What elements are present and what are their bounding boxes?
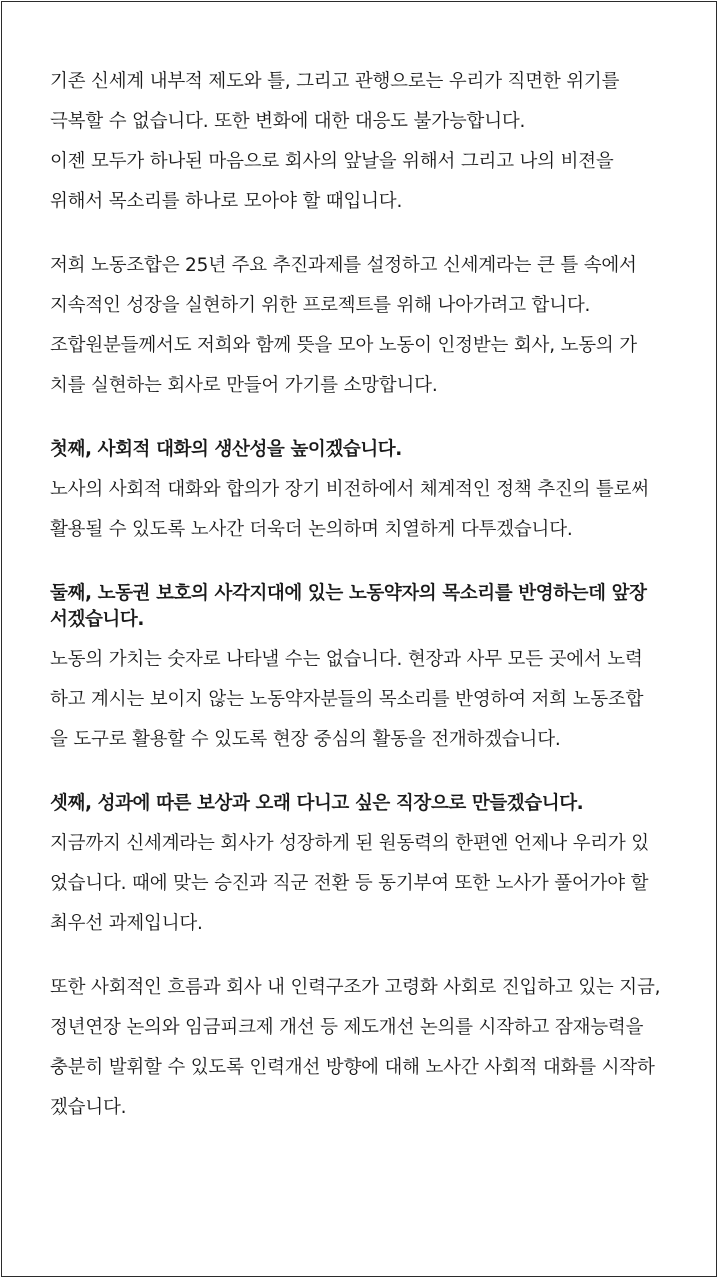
heading-line: 둘째, 노동권 보호의 사각지대에 있는 노동약자의 목소리를 반영하는데 앞장: [50, 583, 647, 604]
intro-paragraph: [50, 62, 700, 222]
section-heading: 첫째, 사회적 대화의 생산성을 높이겠습니다.: [50, 439, 402, 460]
closing-paragraph: [50, 968, 700, 1128]
text-line: 또한 사회적인 흐름과 회사 내 인력구조가 고령화 사회로 진입하고 있는 지금,: [50, 977, 661, 998]
text-line: 지속적인 성장을 실현하기 위한 프로젝트를 위해 나아가려고 합니다.: [50, 295, 591, 316]
text-line: 기존 신세계 내부적 제도와 틀, 그리고 관행으로는 우리가 직면한 위기를: [50, 71, 620, 92]
heading-line: 서겠습니다.: [50, 609, 144, 630]
text-line: 을 도구로 활용할 수 있도록 현장 중심의 활동을 전개하겠습니다.: [50, 729, 561, 750]
text-line: 최우선 과제입니다.: [50, 913, 203, 934]
section-third: [50, 784, 700, 944]
document-body: [50, 62, 700, 1128]
section-second: [50, 581, 700, 760]
section-heading: 셋째, 성과에 따른 보상과 오래 다니고 싶은 직장으로 만들겠습니다.: [50, 793, 584, 814]
text-line: 치를 실현하는 회사로 만들어 가기를 소망합니다.: [50, 375, 438, 396]
text-line: 이젠 모두가 하나된 마음으로 회사의 앞날을 위해서 그리고 나의 비젼을: [50, 151, 614, 172]
text-line: 조합원분들께서도 저희와 함께 뜻을 모아 노동이 인정받는 회사, 노동의 가: [50, 335, 637, 356]
document-frame: [1, 1, 717, 1277]
text-line: 지금까지 신세계라는 회사가 성장하게 된 원동력의 한편엔 언제나 우리가 있: [50, 833, 649, 854]
text-line: 활용될 수 있도록 노사간 더욱더 논의하며 치열하게 다투겠습니다.: [50, 519, 573, 540]
text-line: 극복할 수 없습니다. 또한 변화에 대한 대응도 불가능합니다.: [50, 111, 526, 132]
text-line: 하고 계시는 보이지 않는 노동약자분들의 목소리를 반영하여 저희 노동조합: [50, 689, 644, 710]
union-goal-paragraph: [50, 246, 700, 406]
text-line: 위해서 목소리를 하나로 모아야 할 때입니다.: [50, 191, 403, 212]
text-line: 저희 노동조합은 25년 주요 추진과제를 설정하고 신세계라는 큰 틀 속에서: [50, 255, 637, 276]
section-first: [50, 430, 700, 550]
text-line: 노동의 가치는 숫자로 나타낼 수는 없습니다. 현장과 사무 모든 곳에서 노력: [50, 649, 643, 670]
text-line: 겠습니다.: [50, 1097, 127, 1118]
text-line: 정년연장 논의와 임금피크제 개선 등 제도개선 논의를 시작하고 잠재능력을: [50, 1017, 644, 1038]
text-line: 었습니다. 때에 맞는 승진과 직군 전환 등 동기부여 또한 노사가 풀어가야 할: [50, 873, 649, 894]
text-line: 노사의 사회적 대화와 합의가 장기 비전하에서 체계적인 정책 추진의 틀로써: [50, 479, 649, 500]
section-heading: [50, 581, 700, 633]
text-line: 충분히 발휘할 수 있도록 인력개선 방향에 대해 노사간 사회적 대화를 시작하: [50, 1057, 655, 1078]
